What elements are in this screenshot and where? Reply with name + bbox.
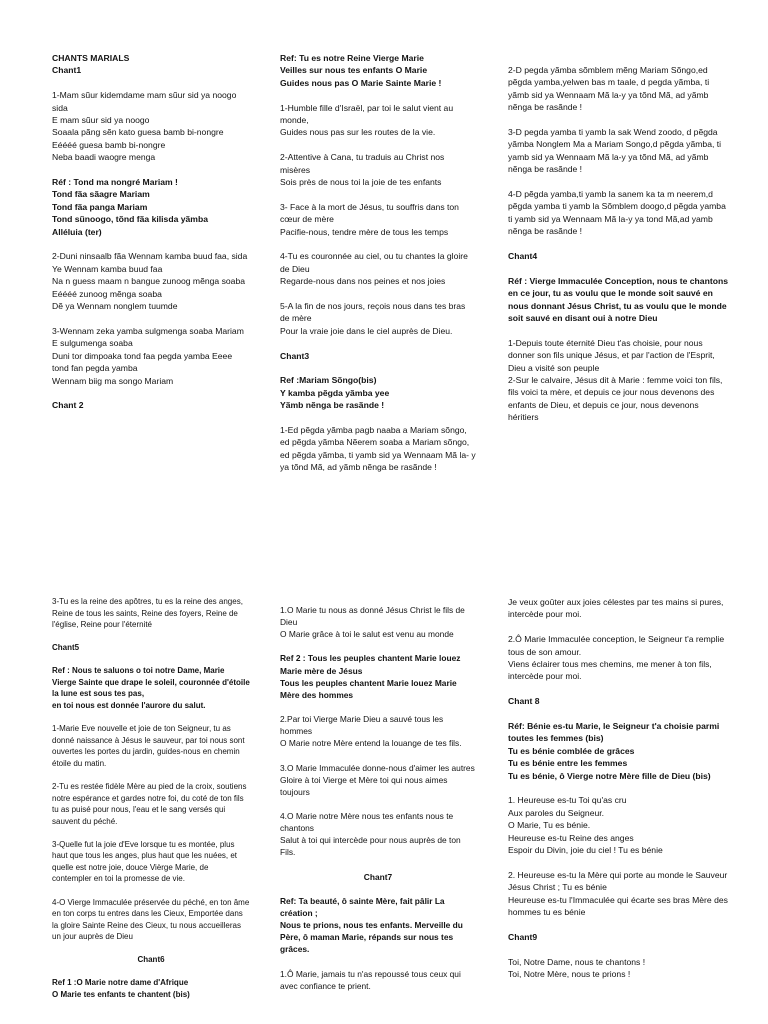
text-paragraph: Je veux goûter aux joies célestes par tes mains si pures, intercède pour moi.: [508, 597, 724, 620]
text-paragraph: 1.O Marie tu nous as donné Jésus Christ le fils de Dieu O Marie grâce à toi le salut est venu au monde: [280, 605, 465, 640]
heading-paragraph: Ref 1 :O Marie notre dame d'Afrique O Marie tes enfants te chantent (bis): [52, 978, 190, 999]
text-paragraph: 2. Heureuse es-tu la Mère qui porte au monde le Sauveur Jésus Christ ; Tu es bénie Heureuse es-tu l'Immaculée qui écarte ses bras Mère des hommes tu es bénie: [508, 869, 728, 918]
text-paragraph: 1-Ed pẽgda yãmba pagb naaba a Mariam sõngo, ed pẽgda yãmba Nẽerem soaba a Mariam sõngo, ed pẽgda yãmba, ti yamb sid ya Wennaam Mã la- y ya tõnd Mã, ad yãmb nẽnga be rasãnde !: [280, 425, 476, 473]
heading-paragraph: Chant9: [508, 931, 538, 942]
heading-paragraph: Chant 2: [52, 400, 84, 411]
text-paragraph: 4-Tu es couronnée au ciel, ou tu chantes la gloire de Dieu Regarde-nous dans nos peines et nos joies: [280, 251, 468, 287]
heading-paragraph: Chant6: [137, 955, 165, 965]
text-paragraph: 1.Ô Marie, jamais tu n'as repoussé tous ceux qui avec confiance te prient.: [280, 968, 461, 991]
text-paragraph: 2.Ô Marie Immaculée conception, le Seigneur t'a remplie tous de son amour. Viens éclairer tous mes chemins, me mener à ton fils, intercède pour moi.: [508, 634, 725, 682]
heading-paragraph: Ref 2 : Tous les peuples chantent Marie louez Marie mère de Jésus Tous les peuples chantent Marie louez Marie Mère des hommes: [280, 653, 461, 700]
heading-paragraph: Ref: Ta beauté, ô sainte Mère, fait pâlir La création ; Nous te prions, nous tes enfants. Merveille du Père, ô maman Marie, répands sur nous tes grâces.: [280, 895, 463, 955]
text-paragraph: 3.O Marie Immaculée donne-nous d'aimer les autres Gloire à toi Vierge et Mère toi qui nous aimes toujours: [280, 762, 475, 797]
page1-column-3: [508, 64, 730, 436]
text-paragraph: 2-D pegda yãmba sõmblem mẽng Mariam Sõngo,ed pẽgda yamba,yelwen bas m taale, d pegda yãmba, ti yãmb sid ya Wennaam Mã la-y ya tõnd Mã, ad yãmb nẽnga be rasãnde !: [508, 65, 710, 113]
page1-column-1: [52, 52, 250, 424]
text-paragraph: 4.O Marie notre Mère nous tes enfants nous te chantons Salut à toi qui intercède pour nous auprès de ton Fils.: [280, 811, 461, 858]
text-paragraph: 3- Face à la mort de Jésus, tu souffris dans ton cœur de mère Pacifie-nous, tendre mère de tous les temps: [280, 201, 459, 237]
page2-column-1: [52, 596, 250, 1012]
text-paragraph: 3-Wennam zeka yamba sulgmenga soaba Mariam E sulgumenga soaba Duni tor dimpoaka tond faa pegda yamba Eeee tond fan pegda yamba Wennam biig ma songo Mariam: [52, 325, 244, 386]
heading-paragraph: Ref: Tu es notre Reine Vierge Marie Veilles sur nous tes enfants O Marie Guides nous pas O Marie Sainte Marie !: [280, 53, 442, 88]
text-paragraph: 1-Depuis toute éternité Dieu t'as choisie, pour nous donner son fils unique Jésus, et par l'action de l'Esprit, Dieu a visité son peuple 2-Sur le calvaire, Jésus dit à Marie : femme voici ton fils, fils voici ta mère, et depuis ce jour nous devenons des enfants de Dieu, et depuis ce jour, nous devenons héritiers: [508, 337, 723, 423]
text-paragraph: 4-D pẽgda yamba,ti yamb la sanem ka ta m neerem,d pẽgda yamba ti yamb la Sõmblem doogo,d pẽgda yamba ti yamb sid ya Wennaam Mã la-y ya tond Mã,ad yamb nẽnga be rasãnde !: [508, 189, 726, 237]
text-paragraph: 1-Marie Eve nouvelle et joie de ton Seigneur, tu as donné naissance à Jésus le sauveur, par toi nous sont ouvertes les portes du jardin, guides-nous en chemin étoile du matin.: [52, 724, 245, 768]
text-paragraph: Toi, Notre Dame, nous te chantons ! Toi, Notre Mère, nous te prions !: [508, 956, 646, 980]
heading-paragraph: Réf : Vierge Immaculée Conception, nous te chantons en ce jour, tu as voulu que le monde soit sauvé en nous donnant Jésus Christ, tu as voulu que le monde soit sauvé en disant oui à notre Dieu: [508, 275, 728, 324]
heading-paragraph: Chant 8: [508, 696, 540, 707]
text-paragraph: 3-Tu es la reine des apôtres, tu es la reine des anges, Reine de tous les saints, Reine des foyers, Reine de l'église, Reine pour l'éternité: [52, 597, 243, 630]
heading-paragraph: Ref : Nous te saluons o toi notre Dame, Marie Vierge Sainte que drape le soleil, couronnée d'étoile la lune est sous tes pas, en toi nous est donnée l'aurore du salut.: [52, 666, 250, 711]
text-paragraph: 1. Heureuse es-tu Toi qu'as cru Aux paroles du Seigneur. O Marie, Tu es bénie. Heureuse es-tu Reine des anges Espoir du Divin, joie du ciel ! Tu es bénie: [508, 795, 663, 856]
text-paragraph: 2-Attentive à Cana, tu traduis au Christ nos misères Sois près de nous toi la joie de tes enfants: [280, 152, 445, 188]
page1-column-2: [280, 52, 476, 486]
text-paragraph: 4-O Vierge Immaculée préservée du péché, en ton âme en ton corps tu entres dans les Cieux, Emportée dans la gloire Sainte Reine des Cieux, tu nous accueilleras un jour auprès de Dieu: [52, 897, 250, 942]
heading-paragraph: CHANTS MARIALS Chant1: [52, 53, 130, 76]
heading-paragraph: Chant3: [280, 350, 310, 361]
page2-column-2: [280, 604, 476, 1004]
heading-paragraph: Chant7: [363, 871, 393, 882]
heading-paragraph: Réf: Bénie es-tu Marie, le Seigneur t'a choisie parmi toutes les femmes (bis) Tu es bénie comblée de grâces Tu es bénie entre les femmes Tu es bénie, ô Vierge notre Mère fille de Dieu (bis): [508, 721, 720, 781]
text-paragraph: 3-D pegda yamba ti yamb la sak Wend zoodo, d pẽgda yãmba Nonglem Ma a Mariam Songo,d pẽgda yãmba, ti yamb sid ya Wennaam Mã la-y ya tõnd Mã, ad yãmb nẽnga be rasãnde !: [508, 127, 722, 175]
page2-column-3: [508, 596, 730, 993]
text-paragraph: 1-Humble fille d'Israël, par toi le salut vient au monde, Guides nous pas sur les routes de la vie.: [280, 102, 454, 138]
text-paragraph: 2.Par toi Vierge Marie Dieu a sauvé tous les hommes O Marie notre Mère entend la louange de tes fils.: [280, 714, 462, 749]
heading-paragraph: Ref :Mariam Sõngo(bis) Y kamba pẽgda yãmba yee Yãmb nẽnga be rasãnde !: [280, 375, 390, 411]
text-paragraph: 5-A la fin de nos jours, reçois nous dans tes bras de mère Pour la vraie joie dans le ciel auprès de Dieu.: [280, 301, 466, 336]
text-paragraph: 1-Mam sũur kidemdame mam sũur sid ya noogo sida E mam sũur sid ya noogo Soaala pãng sẽn kato guesa bamb bi-nongre Eéééé guesa bamb bi-nongre Neba baadi waogre menga: [52, 90, 237, 163]
heading-paragraph: Réf : Tond ma nongré Mariam ! Tond fãa sãagre Mariam Tond fãa panga Mariam Tond sũnoogo, tõnd fãa kilisda yãmba Alléluia (ter): [52, 177, 208, 237]
heading-paragraph: Chant4: [508, 251, 538, 262]
heading-paragraph: Chant5: [52, 643, 80, 653]
page-bottom: [0, 512, 768, 1024]
text-paragraph: 3-Quelle fut la joie d'Eve lorsque tu es montée, plus haut que tous les anges, plus haut que les nuées, et quelle est notre joie, douce Vièrge Marie, de contempler en toi la promesse de vie.: [52, 839, 238, 884]
text-paragraph: 2-Duni ninsaalb fãa Wennam kamba buud faa, sida Ye Wennam kamba buud faa Na n guess maam n bangue zunoog mẽnga soaba Eéééé zunoog mẽnga soaba Dẽ ya Wennam nonglem tuumde: [52, 251, 248, 312]
text-paragraph: 2-Tu es restée fidèle Mère au pied de la croix, soutiens notre espérance et gardes notre foi, du coté de ton fils tu as puisé pour nous, l'eau et le sang versés qui sauvent du péché.: [52, 781, 247, 826]
